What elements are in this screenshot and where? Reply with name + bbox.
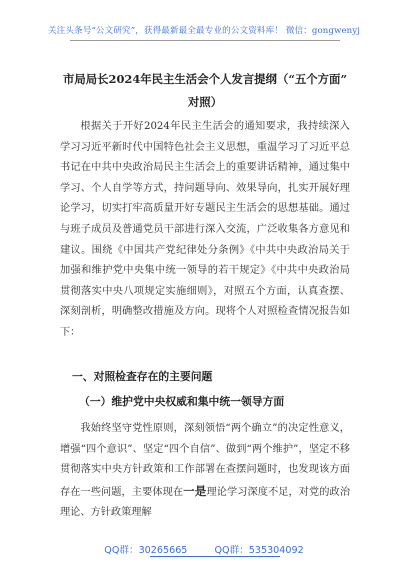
body-paragraph-block <box>60 419 350 524</box>
body-paragraph <box>60 419 350 524</box>
body-paragraph-text: 我始终坚守党性原则，深刻领悟“两个确立”的决定性意义，增强“四个意识”、坚定“四个自信”、做到“两个维护”，坚定不移贯彻落实中央方针政策和工作部署在查摆问题时，也发现该方面存在一些问题，主要体现在 <box>60 423 350 498</box>
header-divider <box>70 40 340 41</box>
footer-qq-2: QQ群：535304092 <box>214 545 304 556</box>
footer-contact <box>0 542 408 556</box>
footer-underline <box>150 556 280 557</box>
footer-qq-1: QQ群：30265665 <box>104 545 188 556</box>
intro-paragraph: 根据关于开好2024年民主生活会的通知要求，我持续深入学习习近平新时代中国特色社会主义思想，重温学习了习近平总书记在中共中央政治局民主生活会上的重要讲话精神，通过集中学习、个人自学等方式，持问题导向、效果导向，扎实开展好理论学习，切实打牢高质量开好专题民主生活会的思想基础。通过与班子成员及普通党员干部进行深入交流，广泛收集各方意见和建议。围绕《中国共产党纪律处分条例》《中共中央政治局关于加强和维护党中央集中统一领导的若干规定》《中共中央政治局贯彻落实中央八项规定实施细则》，对照五个方面，认真查摆、深刻剖析，明确整改措施及方向。现将个人对照检查情况报告如下： <box>60 121 350 338</box>
title-line-1: 市局局长2024年民主生活会个人发言提纲（“五个方面” <box>62 72 347 86</box>
subsection-heading: （一）维护党中央权威和集中统一领导方面 <box>79 395 285 408</box>
body-paragraph-tail: 理论学习深度不足，对党的政治理论、方针政策理解 <box>60 486 351 519</box>
document-title <box>60 68 350 114</box>
section-heading: 一、对照检查存在的主要问题 <box>72 370 213 383</box>
intro-paragraph-block <box>60 117 350 344</box>
title-line-2: 对照） <box>187 95 223 109</box>
bold-lead-text: 一是 <box>183 483 207 498</box>
header-promo-note: 关注头条号“公文研究”，获得最新最全最专业的公文资料库！ 微信：gongwenyj <box>47 26 361 36</box>
